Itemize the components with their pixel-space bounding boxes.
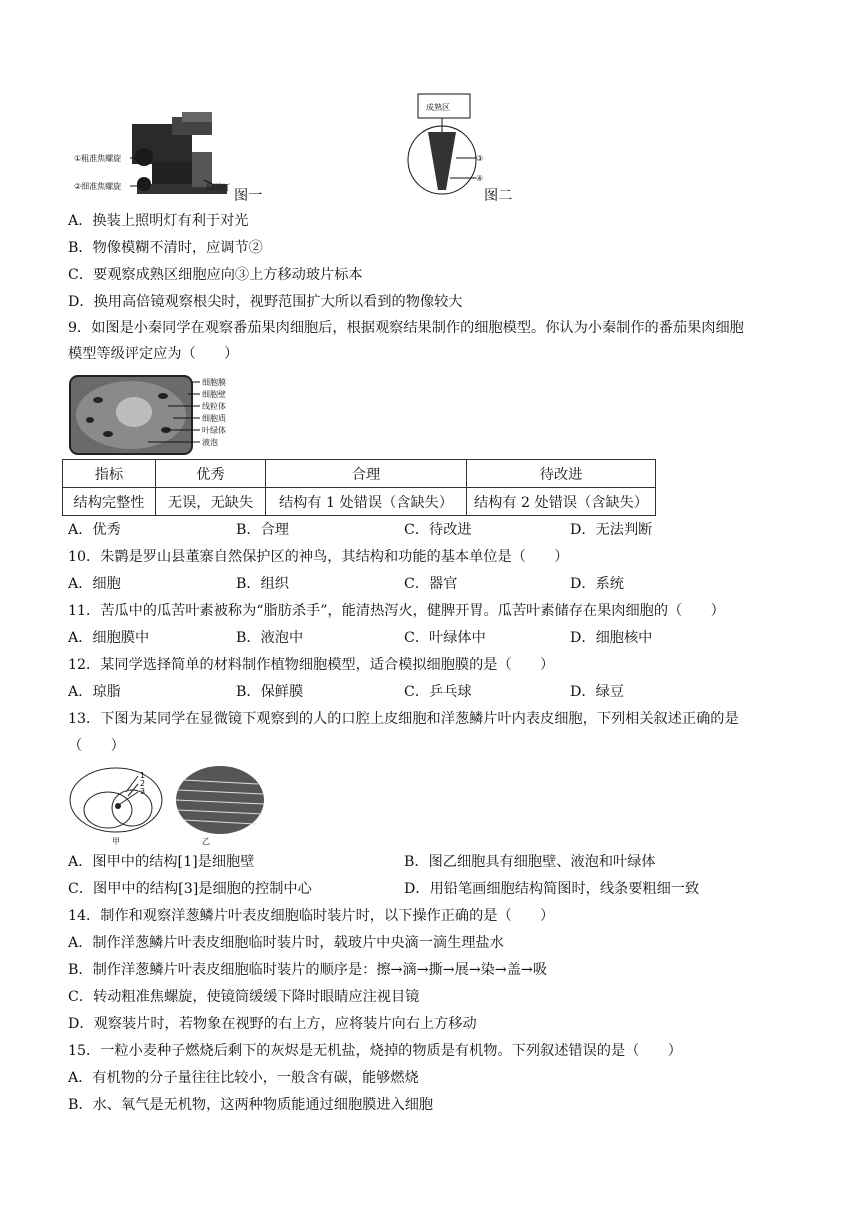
model-label-wall: 细胞壁: [202, 390, 226, 399]
lamp-label: 照明灯: [206, 183, 230, 192]
q12-stem: 12．某同学选择简单的材料制作植物细胞模型，适合模拟细胞膜的是（ ）: [68, 657, 555, 673]
q13-option-c: C．图甲中的结构[3]是细胞的控制中心: [68, 881, 312, 897]
table-header: 合理: [266, 460, 467, 488]
q11-option-b: B．液泡中: [236, 630, 304, 646]
q14-option-b: B．制作洋葱鳞片叶表皮细胞临时装片的顺序是：擦→滴→撕→展→染→盖→吸: [68, 962, 548, 978]
label-jia: 甲: [112, 837, 120, 846]
q8-option-c: C．要观察成熟区细胞应向③上方移动玻片标本: [68, 267, 363, 283]
q10-option-d: D．系统: [570, 576, 624, 592]
q14-option-a: A．制作洋葱鳞片叶表皮细胞临时装片时，载玻片中央滴一滴生理盐水: [68, 935, 504, 951]
q13-option-b: B．图乙细胞具有细胞壁、液泡和叶绿体: [404, 854, 656, 870]
q15-stem: 15．一粒小麦种子燃烧后剩下的灰烬是无机盐，烧掉的物质是有机物。下列叙述错误的是（ ）: [68, 1043, 682, 1059]
q12-option-d: D．绿豆: [570, 684, 624, 700]
q11-option-c: C．叶绿体中: [404, 630, 486, 646]
q9-option-b: B．合理: [236, 522, 289, 538]
q15-option-a: A．有机物的分子量往往比较小，一般含有碳，能够燃烧: [68, 1070, 419, 1086]
q9-stem-cont: 模型等级评定应为（ ）: [68, 346, 239, 362]
q14-stem: 14．制作和观察洋葱鳞片叶表皮细胞临时装片时，以下操作正确的是（ ）: [68, 908, 555, 924]
q14-option-c: C．转动粗准焦螺旋，使镜筒缓缓下降时眼睛应注视目镜: [68, 989, 420, 1005]
marker-3: ③: [476, 154, 484, 163]
q12-option-c: C．乒乓球: [404, 684, 472, 700]
q13-option-d: D．用铅笔画细胞结构简图时，线条要粗细一致: [404, 881, 700, 897]
q11-option-d: D．细胞核中: [570, 630, 653, 646]
q15-option-b: B．水、氧气是无机物，这两种物质能通过细胞膜进入细胞: [68, 1097, 434, 1113]
cell-marker-3: 3: [140, 787, 146, 796]
table-header: 优秀: [156, 460, 266, 488]
q10-option-b: B．组织: [236, 576, 289, 592]
model-label-cytoplasm: 细胞质: [202, 414, 226, 423]
q10-option-a: A．细胞: [68, 576, 121, 592]
model-label-mitochondria: 线粒体: [202, 402, 226, 411]
q13-option-a: A．图甲中的结构[1]是细胞壁: [68, 854, 255, 870]
microscope-figure: [72, 112, 242, 197]
table-header: 指标: [63, 460, 156, 488]
q13-stem: 13．下图为某同学在显微镜下观察到的人的口腔上皮细胞和洋葱鳞片叶内表皮细胞，下列相关叙述正确的是: [68, 711, 739, 727]
table-cell: 结构完整性: [63, 488, 156, 516]
model-label-membrane: 细胞膜: [202, 378, 226, 387]
marker-4: ④: [476, 174, 484, 183]
grading-table: [62, 459, 656, 516]
q10-option-c: C．器官: [404, 576, 458, 592]
q12-option-a: A．琼脂: [68, 684, 121, 700]
coarse-knob-label: ①粗准焦螺旋: [74, 154, 122, 163]
fig1-caption: 图一: [234, 188, 263, 204]
q9-option-c: C．待改进: [404, 522, 472, 538]
fine-knob-label: ②细准焦螺旋: [74, 182, 122, 191]
root-tip-figure: [398, 90, 488, 200]
q13-stem-cont: （ ）: [68, 738, 125, 754]
mature-zone-label: 成熟区: [426, 103, 450, 112]
q11-stem: 11．苦瓜中的瓜苦叶素被称为“脂肪杀手”，能清热泻火，健脾开胃。瓜苦叶素储存在果肉细胞的（ ）: [68, 603, 725, 619]
q10-stem: 10．朱鹮是罗山县董寨自然保护区的神鸟，其结构和功能的基本单位是（ ）: [68, 549, 569, 565]
q9-stem: 9．如图是小秦同学在观察番茄果肉细胞后，根据观察结果制作的细胞模型。你认为小秦制作的番茄果肉细胞: [68, 320, 744, 336]
q12-option-b: B．保鲜膜: [236, 684, 304, 700]
q8-option-d: D．换用高倍镜观察根尖时，视野范围扩大所以看到的物像较大: [68, 294, 463, 310]
q11-option-a: A．细胞膜中: [68, 630, 150, 646]
table-row: [63, 460, 656, 488]
table-cell: 结构有 2 处错误（含缺失）: [467, 488, 656, 516]
fig2-caption: 图二: [484, 188, 513, 204]
q9-option-a: A．优秀: [68, 522, 121, 538]
label-yi: 乙: [202, 837, 210, 846]
table-row: [63, 488, 656, 516]
q8-option-a: A．换装上照明灯有利于对光: [68, 213, 249, 229]
table-cell: 结构有 1 处错误（含缺失）: [266, 488, 467, 516]
cell-marker-1: 1: [140, 771, 146, 780]
q14-option-d: D．观察装片时，若物象在视野的右上方，应将装片向右上方移动: [68, 1016, 477, 1032]
q9-option-d: D．无法判断: [570, 522, 653, 538]
tomato-cell-model-figure: [68, 372, 228, 458]
q8-option-b: B．物像模糊不清时，应调节②: [68, 240, 263, 256]
table-header: 待改进: [467, 460, 656, 488]
model-label-vacuole: 液泡: [202, 438, 218, 447]
table-cell: 无误，无缺失: [156, 488, 266, 516]
cells-figure: [68, 762, 278, 846]
model-label-chloroplast: 叶绿体: [202, 426, 226, 435]
cell-marker-2: 2: [140, 779, 146, 788]
